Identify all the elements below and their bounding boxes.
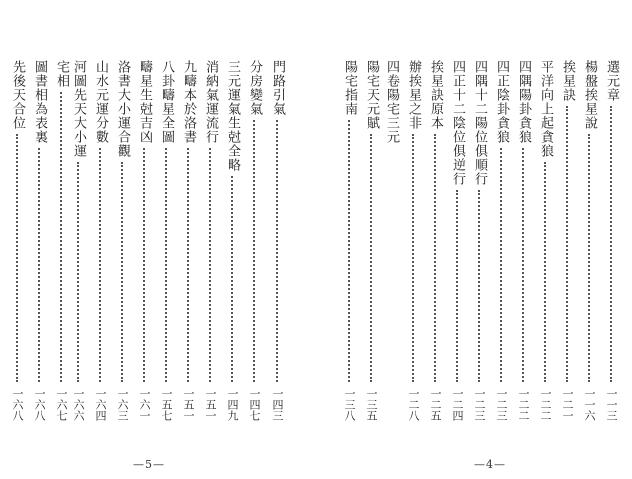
entry-title: 平洋向上起貪狼	[538, 60, 553, 158]
entry-page: 一六四	[94, 388, 107, 421]
entry-title: 辦挨星之非	[406, 60, 421, 130]
dot-leader	[566, 106, 568, 382]
dot-leader	[77, 162, 79, 382]
entry-title: 門路引氣	[270, 60, 285, 116]
entry-page: 一四三	[271, 388, 284, 421]
entry-page: 一三八	[343, 388, 356, 421]
section-title: 四卷陽宅三元	[384, 60, 399, 144]
dot-leader	[165, 148, 167, 382]
entry-page: 一六一	[138, 388, 151, 421]
toc-entry	[8, 60, 26, 452]
entry-title: 洛書大小運合觀	[115, 60, 130, 158]
dot-leader	[412, 134, 414, 382]
toc-entry	[69, 60, 87, 452]
dot-leader	[99, 148, 101, 382]
dot-leader	[348, 120, 350, 382]
entry-title: 挨星訣	[560, 60, 575, 102]
right-page	[316, 0, 632, 479]
entry-page: 一二三	[495, 388, 508, 421]
entry-page: 一六三	[116, 388, 129, 421]
entry-title: 山水元運分數	[93, 60, 108, 144]
entry-page: 一五一	[204, 388, 217, 421]
toc-entry	[245, 60, 263, 452]
entry-title: 陽宅天元賦	[364, 60, 379, 130]
toc-entry	[201, 60, 219, 452]
page-folio: —5—	[133, 458, 165, 471]
entry-title: 分房變氣	[247, 60, 262, 116]
entry-title: 選元章	[604, 60, 619, 102]
toc-entry	[558, 60, 576, 452]
dot-leader	[500, 148, 502, 382]
dot-leader	[231, 176, 233, 382]
toc-entry	[362, 60, 380, 452]
toc-entry	[426, 60, 444, 452]
dot-leader	[544, 162, 546, 382]
dot-leader	[588, 134, 590, 382]
entry-page: 一二二	[517, 388, 530, 421]
entry-title: 楊盤挨星說	[582, 60, 597, 130]
entry-title: 九疇本於洛書	[181, 60, 196, 144]
entry-title: 宅相	[54, 60, 69, 88]
entry-page: 一五七	[160, 388, 173, 421]
entry-title: 圖書相為表裏	[32, 60, 47, 144]
entry-page: 一一六	[583, 388, 596, 421]
toc-entry	[602, 60, 620, 452]
dot-leader	[276, 120, 278, 382]
dot-leader	[143, 148, 145, 382]
entry-page: 一四七	[248, 388, 261, 421]
entry-title: 四隅陽卦貪狼	[516, 60, 531, 144]
entry-page: 一三五	[365, 388, 378, 421]
toc-entry	[470, 60, 488, 452]
dot-leader	[253, 120, 255, 382]
dot-leader	[434, 134, 436, 382]
entry-page: 一六六	[72, 388, 85, 421]
toc-entry	[91, 60, 109, 452]
entry-title: 八卦疇星全圖	[159, 60, 174, 144]
dot-leader	[209, 148, 211, 382]
entry-page: 一五一	[182, 388, 195, 421]
entry-title: 四隅十二陽位俱順行	[472, 60, 487, 186]
toc-entry	[448, 60, 466, 452]
entry-page: 一一三	[605, 388, 618, 421]
entry-page: 一六八	[33, 388, 46, 421]
toc-entry	[223, 60, 241, 452]
dot-leader	[187, 148, 189, 382]
entry-title: 三元運氣生尅全略	[225, 60, 240, 172]
toc-entry	[514, 60, 532, 452]
entry-title: 先後天合位	[10, 60, 25, 130]
entry-page: 一二二	[539, 388, 552, 421]
entry-title: 陽宅指南	[342, 60, 357, 116]
toc-section-heading	[382, 60, 400, 452]
page-folio: —4—	[474, 458, 506, 471]
toc-entry	[30, 60, 48, 452]
entry-page: 一二三	[473, 388, 486, 421]
entry-page: 一二五	[429, 388, 442, 421]
toc-entry	[580, 60, 598, 452]
toc-entry	[113, 60, 131, 452]
toc-entry	[157, 60, 175, 452]
toc-entry	[52, 60, 70, 452]
entry-title: 河圖先天大小運	[71, 60, 86, 158]
dot-leader	[38, 148, 40, 382]
entry-page: 一二八	[407, 388, 420, 421]
dot-leader	[370, 134, 372, 382]
dot-leader	[478, 190, 480, 382]
entry-page: 一六八	[11, 388, 24, 421]
dot-leader	[610, 106, 612, 382]
entry-title: 挨星訣原本	[428, 60, 443, 130]
toc-entry	[404, 60, 422, 452]
entry-title: 四正十二陰位俱逆行	[450, 60, 465, 186]
dot-leader	[456, 190, 458, 382]
toc-entry	[135, 60, 153, 452]
dot-leader	[121, 162, 123, 382]
entry-page: 一六七	[55, 388, 68, 421]
toc-entry	[179, 60, 197, 452]
entry-page: 一四九	[226, 388, 239, 421]
entry-title: 疇星生尅吉凶	[137, 60, 152, 144]
dot-leader	[60, 92, 62, 382]
dot-leader	[522, 148, 524, 382]
dot-leader	[16, 134, 18, 382]
toc-entry	[340, 60, 358, 452]
toc-entry	[492, 60, 510, 452]
toc-entry	[268, 60, 286, 452]
entry-title: 四正陰卦貪狼	[494, 60, 509, 144]
entry-page: 一二一	[561, 388, 574, 421]
entry-page: 一二四	[451, 388, 464, 421]
entry-title: 消納氣運流行	[203, 60, 218, 144]
toc-entry	[536, 60, 554, 452]
